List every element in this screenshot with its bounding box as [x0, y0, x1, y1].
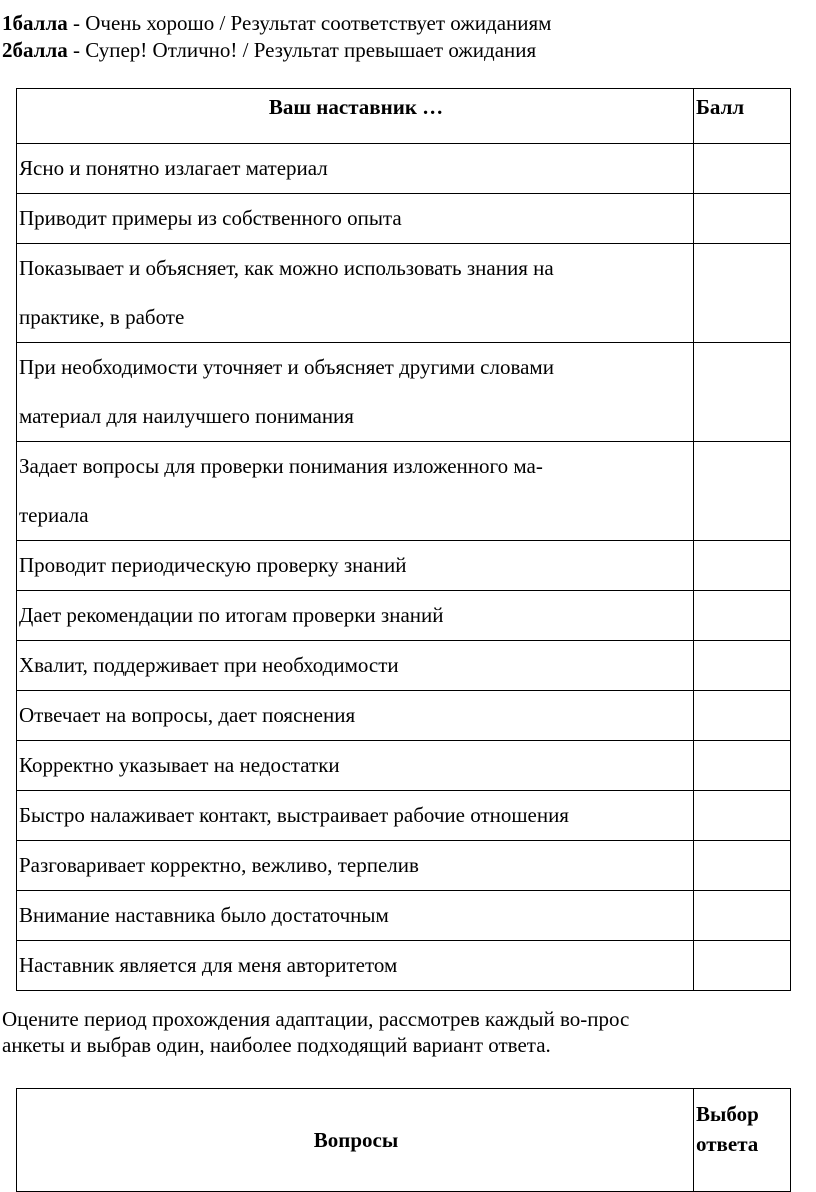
criterion-text: Задает вопросы для проверки понимания изложенного ма- териала: [17, 442, 694, 541]
score-cell[interactable]: [694, 541, 791, 591]
score-cell[interactable]: [694, 442, 791, 541]
criterion-text: Наставник является для меня авторитетом: [17, 941, 694, 991]
legend-desc-2: - Супер! Отлично! / Результат превышает ожидания: [67, 38, 537, 62]
survey-table: [16, 1088, 791, 1192]
questions-header-label: Вопросы: [17, 1089, 694, 1192]
criterion-text: Разговаривает корректно, вежливо, терпелив: [17, 841, 694, 891]
table-row: [17, 841, 791, 891]
table-row: [17, 541, 791, 591]
score-cell[interactable]: [694, 591, 791, 641]
mentor-header-label: Ваш наставник …: [17, 89, 694, 144]
table-row: [17, 891, 791, 941]
legend-line-1: [2, 10, 551, 36]
criterion-text: При необходимости уточняет и объясняет другими словами материал для наилучшего понимания: [17, 343, 694, 442]
table-row: [17, 194, 791, 244]
score-cell[interactable]: [694, 691, 791, 741]
score-cell[interactable]: [694, 641, 791, 691]
answer-choice-header-label: Выбор ответа: [694, 1089, 791, 1192]
criterion-text: Отвечает на вопросы, дает пояснения: [17, 691, 694, 741]
table-row: [17, 591, 791, 641]
score-cell[interactable]: [694, 343, 791, 442]
criterion-text: Внимание наставника было достаточным: [17, 891, 694, 941]
criterion-text: Проводит периодическую проверку знаний: [17, 541, 694, 591]
criterion-text: Корректно указывает на недостатки: [17, 741, 694, 791]
score-header-label: Балл: [694, 89, 791, 144]
score-cell[interactable]: [694, 244, 791, 343]
criterion-text: Дает рекомендации по итогам проверки знаний: [17, 591, 694, 641]
table-row: [17, 941, 791, 991]
score-cell[interactable]: [694, 841, 791, 891]
legend-score-2: 2балла: [2, 38, 68, 62]
table-row: [17, 144, 791, 194]
table-row: [17, 343, 791, 442]
table-row: [17, 442, 791, 541]
criterion-text: Показывает и объясняет, как можно использовать знания на практике, в работе: [17, 244, 694, 343]
score-cell[interactable]: [694, 941, 791, 991]
criterion-text: Быстро налаживает контакт, выстраивает рабочие отношения: [17, 791, 694, 841]
table-row: [17, 791, 791, 841]
survey-table-header: [17, 1089, 791, 1192]
instruction-paragraph: Оцените период прохождения адаптации, рассмотрев каждый во-прос анкеты и выбрав один, наиболее подходящий вариант ответа.: [2, 1007, 630, 1057]
criterion-text: Хвалит, поддерживает при необходимости: [17, 641, 694, 691]
mentor-rating-table: [16, 88, 791, 991]
legend-line-2: [2, 37, 536, 63]
criterion-text: Ясно и понятно излагает материал: [17, 144, 694, 194]
legend-score-1: 1балла: [2, 11, 68, 35]
criterion-text: Приводит примеры из собственного опыта: [17, 194, 694, 244]
mentor-table-header: [17, 89, 791, 144]
table-row: [17, 641, 791, 691]
score-cell[interactable]: [694, 891, 791, 941]
table-row: [17, 691, 791, 741]
score-cell[interactable]: [694, 741, 791, 791]
legend-desc-1: - Очень хорошо / Результат соответствует ожиданиям: [67, 11, 552, 35]
table-row: [17, 244, 791, 343]
score-cell[interactable]: [694, 791, 791, 841]
score-cell[interactable]: [694, 194, 791, 244]
table-row: [17, 741, 791, 791]
score-cell[interactable]: [694, 144, 791, 194]
